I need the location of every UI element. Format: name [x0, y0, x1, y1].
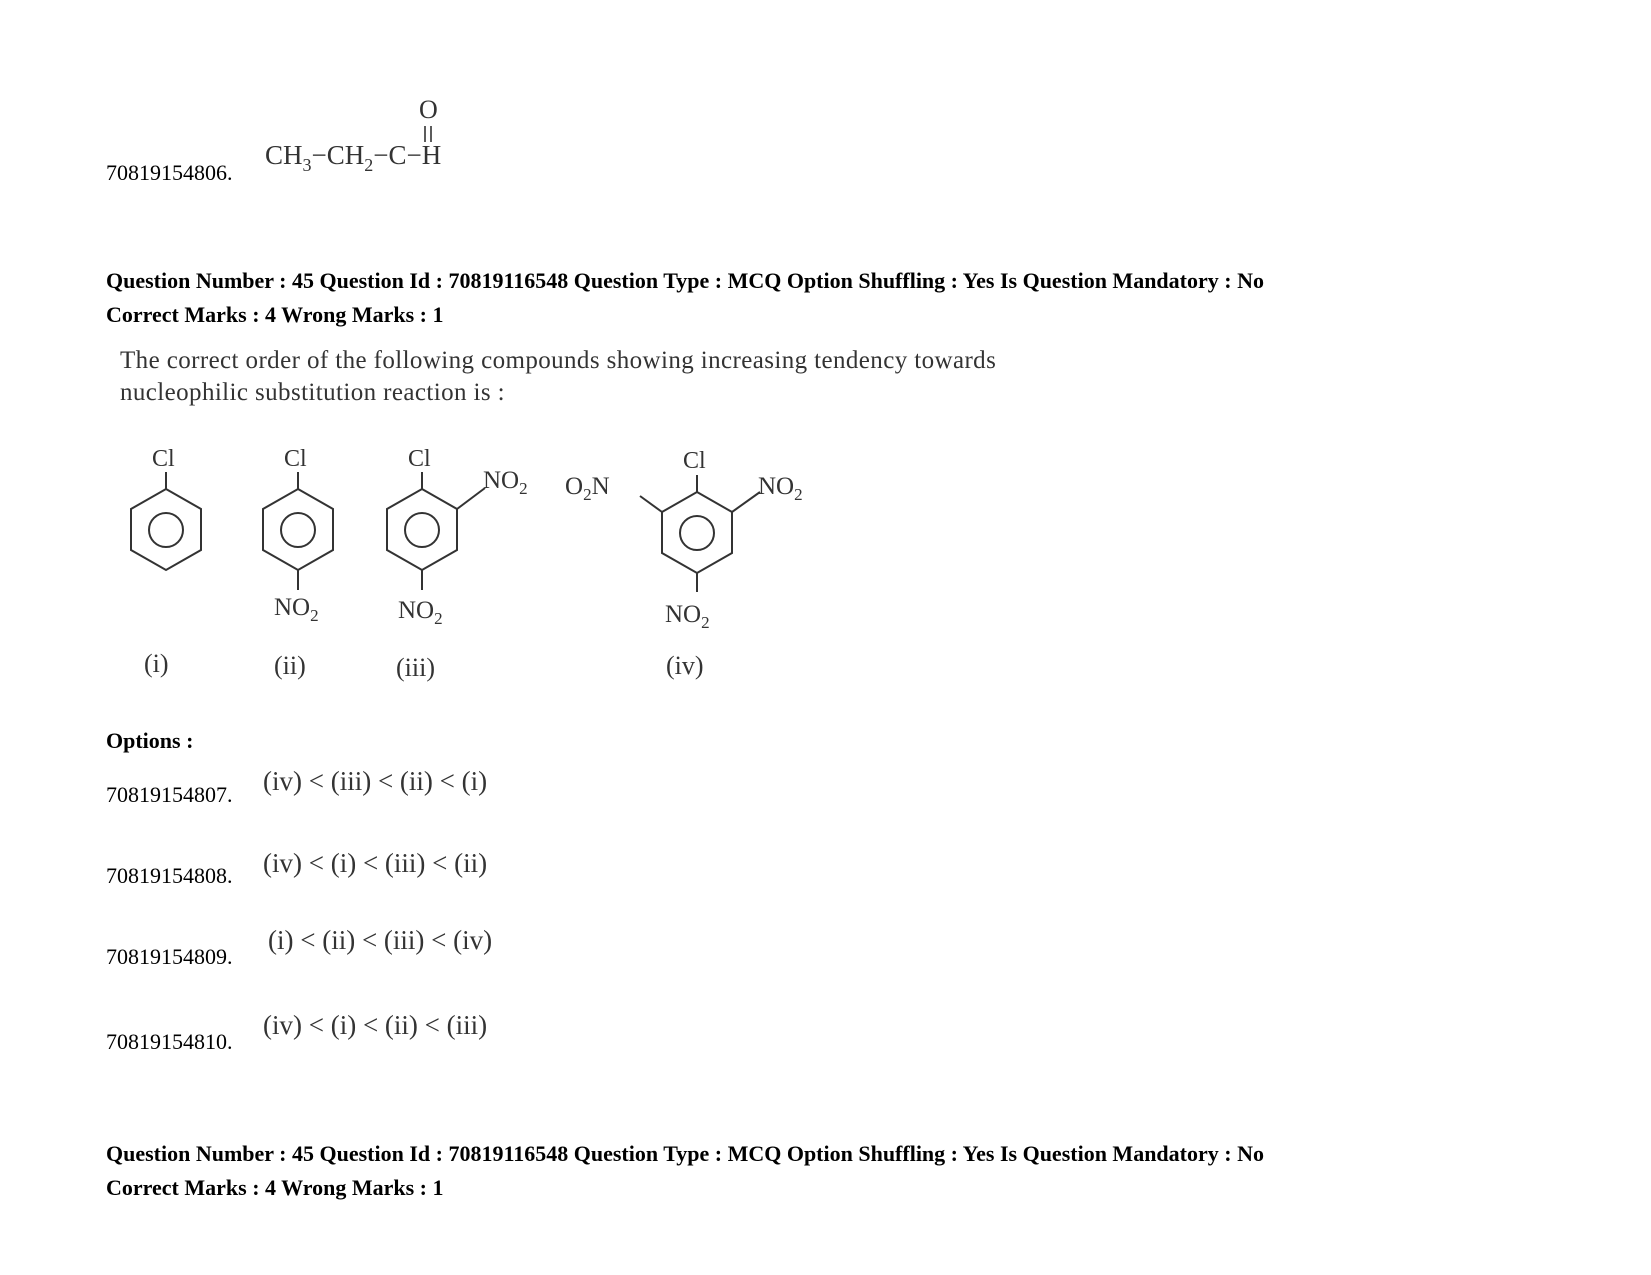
- svg-text:O2N: $O_2N$: [565, 473, 610, 504]
- question-meta-line1: Question Number : 45 Question Id : 70819116548 Question Type : MCQ Option Shuffling : Yes Is Question Mandatory : No: [106, 268, 1264, 293]
- next-question-meta: Question Number : 45 Question Id : 70819116548 Question Type : MCQ Option Shuffling : Yes Is Question Mandatory : No Correct Marks : 4 Wrong Marks : 1: [106, 1141, 1264, 1200]
- question-meta: [106, 264, 1264, 332]
- benzene-ring-i: [131, 489, 201, 570]
- option-id: 70819154809.: [106, 944, 233, 969]
- compound-structures: [100, 440, 860, 700]
- benzene-ring-ii: [263, 489, 333, 570]
- propanal-structure: [255, 90, 495, 180]
- option-text: (iv) < (iii) < (ii) < (i): [263, 766, 488, 796]
- question-marks: Correct Marks : 4 Wrong Marks : 1: [106, 302, 444, 327]
- svg-text:Cl: Cl: [152, 446, 175, 472]
- svg-text:NO2: $NO_2$: [398, 597, 443, 628]
- option-text: (i) < (ii) < (iii) < (iv): [268, 925, 493, 955]
- benzene-ring-iii: [387, 489, 457, 570]
- svg-text:Cl: Cl: [284, 446, 307, 472]
- options-label: Options :: [106, 728, 194, 753]
- question-text: The correct order of the following compounds showing increasing tendency towards nucleophilic substitution reaction is :: [120, 347, 997, 406]
- option-id: 70819154808.: [106, 863, 233, 888]
- label-iii: (iii): [396, 653, 435, 682]
- option-id: 70819154806.: [106, 160, 233, 185]
- option-text: (iv) < (i) < (iii) < (ii): [263, 848, 488, 878]
- label-i: (i): [144, 649, 169, 678]
- label-iv: (iv): [666, 651, 704, 680]
- benzene-ring-iv: [662, 492, 732, 573]
- svg-text:Cl: Cl: [408, 446, 431, 472]
- label-ii: (ii): [274, 651, 306, 680]
- svg-text:NO2: $NO_2$: [758, 473, 803, 504]
- svg-text:Cl: Cl: [683, 448, 706, 474]
- svg-text:CH3−CH2−C−H: $CH_3-CH_2-C-H$: [265, 140, 442, 175]
- svg-text:NO2: $NO_2$: [665, 601, 710, 632]
- option-text: (iv) < (i) < (ii) < (iii): [263, 1010, 488, 1040]
- option-id: 70819154807.: [106, 782, 233, 807]
- svg-text:NO2: $NO_2$: [483, 467, 528, 498]
- carbonyl-oxygen: O: [419, 95, 438, 124]
- svg-text:NO2: $NO_2$: [274, 594, 319, 625]
- option-id: 70819154810.: [106, 1029, 233, 1054]
